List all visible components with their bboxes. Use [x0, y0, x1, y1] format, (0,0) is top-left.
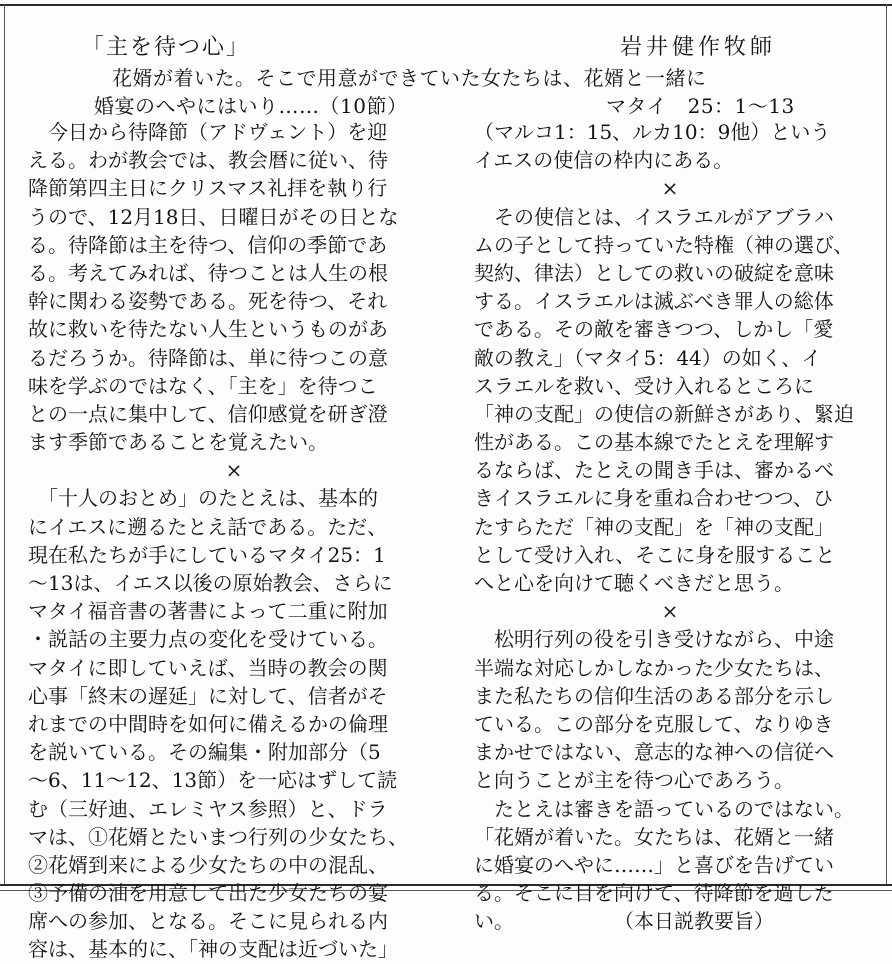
right-column-line: ムの子として持っていた特権（神の選び、 — [474, 232, 854, 257]
right-column-line: へと心を向けて聴くべきだと思う。 — [474, 571, 794, 595]
right-column-line: きイスラエルに身を重ね合わせつつ、ひ — [474, 486, 833, 511]
right-column-line: と向うことが主を待つ心であろう。 — [474, 768, 794, 793]
right-column-line: たすらただ「神の支配」を「神の支配」 — [474, 514, 834, 539]
right-column-line: 性がある。この基本線でたとえを理解す — [474, 430, 834, 455]
right-column-line: 敵の教え」（マタイ5：44）の如く、イ — [474, 345, 822, 370]
right-column-line: スラエルを救い、受け入れるところに — [474, 373, 814, 398]
right-column-line: イエスの使信の枠内にある。 — [474, 148, 734, 173]
right-column-line: るならば、たとえの聞き手は、審かるべ — [474, 458, 834, 483]
left-column-line: 「十人のおとめ」のたとえは、基本的 — [28, 486, 378, 511]
left-column-line: る。考えてみれば、待つことは人生の根 — [28, 260, 388, 285]
left-column-line: マタイに即していえば、当時の教会の関 — [28, 655, 388, 680]
right-column-line: い。 （本日説教要旨） — [474, 909, 774, 934]
left-column-line: ・説話の主要力点の変化を受けている。 — [28, 627, 388, 652]
left-column-line: にイエスに遡るたとえ話である。ただ、 — [28, 514, 388, 539]
left-column-line: マタイ福音書の著書によって二重に附加 — [28, 599, 388, 624]
top-rule — [0, 4, 892, 6]
right-column-line: たとえは審きを語っているのではない。 — [474, 796, 854, 821]
left-column-line: 現在私たちが手にしているマタイ25：1 — [28, 542, 386, 567]
left-column-line: る。待降節は主を待つ、信仰の季節であ — [28, 232, 388, 257]
right-column-line: である。その敵を審きつつ、しかし「愛 — [474, 317, 834, 342]
left-column-line: ③予備の油を用意して出た少女たちの宴 — [28, 881, 388, 906]
right-column-line: まかせではない、意志的な神への信従へ — [474, 740, 834, 765]
left-column-line: む（三好迪、エレミヤス参照）と、ドラ — [28, 796, 388, 821]
left-column-line: 心事「終末の遅延」に対して、信者がそ — [28, 683, 388, 708]
left-column-line: 〜6、11〜12、13節）を一応はずして読 — [28, 768, 398, 793]
right-rule — [886, 4, 887, 886]
right-column-line: る。そこに目を向けて、待降節を過した — [474, 881, 834, 906]
left-column-line: 〜13は、イエス以後の原始教会、さらに — [28, 571, 393, 595]
right-column-line: その使信とは、イスラエルがアブラハ — [474, 204, 834, 229]
left-column-line: マは、①花婿とたいまつ行列の少女たち、 — [28, 824, 408, 849]
section-divider-cross: × — [225, 458, 243, 483]
left-column-line: を説いている。その編集・附加部分（5 — [28, 740, 381, 765]
left-column-line: との一点に集中して、信仰感覚を研ぎ澄 — [28, 401, 388, 426]
right-column-line: 半端な対応しかしなかった少女たちは、 — [474, 655, 834, 680]
right-column-line: する。イスラエルは滅ぶべき罪人の総体 — [474, 289, 834, 314]
left-column-line: 席への参加、となる。そこに見られる内 — [28, 909, 388, 934]
right-column-line: 契約、律法）としての救いの破綻を意味 — [474, 260, 834, 285]
left-column-line: 容は、基本的に、「神の支配は近づいた」 — [28, 937, 398, 962]
scripture-quote-line-2: 婚宴のへやにはいり……（10節） — [94, 94, 408, 118]
left-column-line: 降節第四主日にクリスマス礼拝を執り行 — [28, 176, 388, 201]
right-column-line: として受け入れ、そこに身を服すること — [474, 542, 836, 567]
left-column-line: 幹に関わる姿勢である。死を待つ、それ — [28, 289, 388, 314]
right-column-line: に婚宴のへやに……」と喜びを告げてい — [474, 852, 834, 877]
left-column-line: 故に救いを待たない人生というものがあ — [28, 317, 388, 342]
left-column-line: るだろうか。待降節は、単に待つこの意 — [28, 345, 388, 370]
right-column-line: （マルコ1：15、ルカ10：9他）という — [474, 120, 831, 144]
left-column — [28, 118, 440, 964]
right-column-line: また私たちの信仰生活のある部分を示し — [474, 683, 834, 708]
left-column-line: うので、12月18日、日曜日がその日とな — [28, 204, 399, 229]
right-column-line: 「花婿が着いた。女たちは、花婿と一緒 — [474, 824, 834, 849]
section-divider-cross: × — [661, 176, 679, 201]
scripture-quote-line-1: 花婿が着いた。そこで用意ができていた女たちは、花婿と一緒に — [112, 66, 707, 90]
right-column-line: 松明行列の役を引き受けながら、中途 — [474, 627, 834, 652]
left-column-line: ます季節であることを覚えたい。 — [28, 430, 328, 455]
right-column-line: 「神の支配」の使信の新鮮さがあり、緊迫 — [474, 401, 854, 426]
left-column-line: れまでの中間時を如何に備えるかの倫理 — [28, 711, 388, 736]
author-name: 岩井健作牧師 — [620, 35, 777, 60]
left-rule — [4, 4, 5, 886]
section-divider-cross: × — [661, 599, 679, 624]
left-column-line: ②花婿到来による少女たちの中の混乱、 — [28, 852, 388, 877]
left-column-line: える。わが教会では、教会暦に従い、待 — [28, 148, 388, 173]
left-column-line: 味を学ぶのではなく、「主を」を待つこ — [28, 373, 378, 398]
scripture-reference: マタイ 25：1〜13 — [606, 94, 795, 118]
left-column-line: 今日から待降節（アドヴェント）を迎 — [28, 120, 388, 144]
sermon-title: 「主を待つ心」 — [82, 35, 251, 60]
right-column-line: ている。この部分を克服して、なりゆき — [474, 711, 834, 736]
right-column — [474, 118, 866, 935]
